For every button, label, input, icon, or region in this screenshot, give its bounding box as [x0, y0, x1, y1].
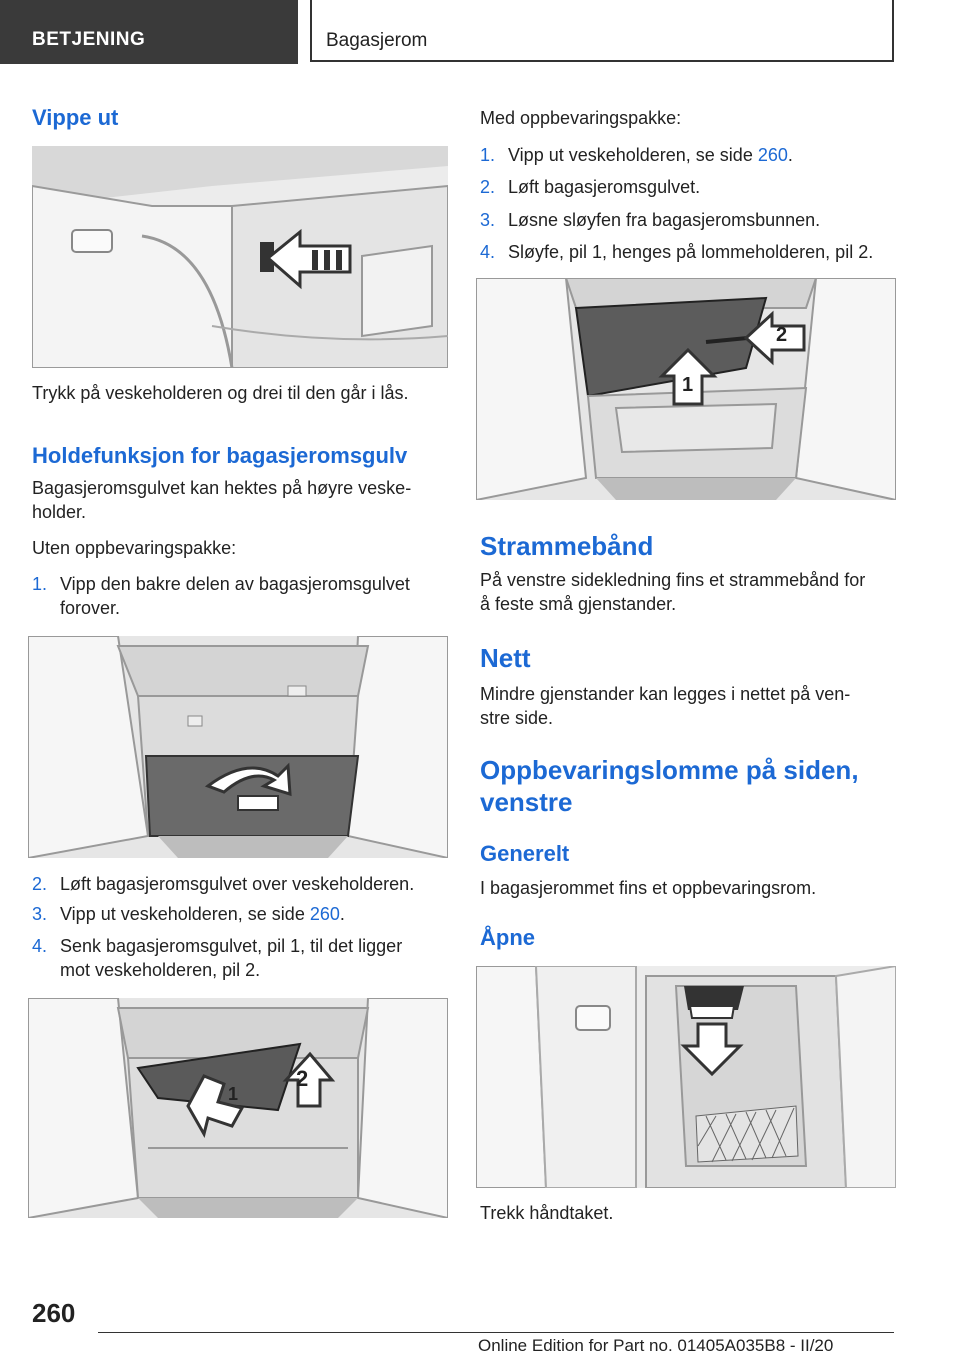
edition-note: Online Edition for Part no. 01405A035B8 - II/20	[478, 1336, 834, 1355]
heading-strammebaand: Strammebånd	[480, 531, 654, 561]
step-text-tail: .	[339, 904, 345, 924]
stramme-text-line2: å feste små gjenstander.	[480, 594, 677, 614]
photo-floor-tilt	[28, 636, 448, 858]
photo-latch-rotate	[32, 146, 448, 368]
step-number: 4.	[480, 242, 496, 262]
generelt-text: I bagasjerommet fins et oppbevaringsrom.	[480, 878, 817, 898]
holde-text-line2: holder.	[32, 502, 87, 522]
step-text: Vipp ut veskeholderen, se side	[508, 145, 758, 165]
heading-oppbevaringslomme-line1: Oppbevaringslomme på siden,	[480, 755, 859, 785]
step-number: 3.	[480, 210, 496, 230]
photo-side-compartment	[476, 966, 896, 1188]
step-text: Senk bagasjeromsgulvet, pil 1, til det ligger	[60, 936, 403, 956]
list-item	[480, 175, 896, 199]
chapter-header	[310, 0, 894, 62]
holde-text-line1: Bagasjeromsgulvet kan hektes på høyre veske-	[32, 478, 412, 498]
photo-pocket-holder	[476, 278, 896, 500]
step-number: 4.	[32, 936, 48, 956]
page-link[interactable]: 260	[757, 145, 788, 165]
photo-floor-lower	[28, 998, 448, 1218]
heading-aapne: Åpne	[480, 925, 535, 950]
step-number: 1.	[480, 145, 496, 165]
step-text: Løsne sløyfen fra bagasjeromsbunnen.	[508, 210, 821, 230]
page-number: 260	[32, 1298, 76, 1328]
list-item	[480, 208, 896, 232]
step-text: Sløyfe, pil 1, henges på lommeholderen, pil 2.	[508, 242, 874, 262]
list-item	[480, 240, 900, 264]
heading-nett: Nett	[480, 643, 531, 673]
step-text: Vipp ut veskeholderen, se side	[60, 904, 310, 924]
list-item	[32, 902, 448, 926]
stramme-text-line1: På venstre sidekledning fins et strammebånd for	[480, 570, 866, 590]
step-number: 2.	[32, 874, 48, 894]
step-number: 1.	[32, 574, 48, 594]
heading-generelt: Generelt	[480, 841, 570, 866]
step-text: Løft bagasjeromsgulvet over veskeholderen.	[60, 874, 415, 894]
section-label: BETJENING	[32, 29, 146, 50]
section-tab	[0, 0, 298, 64]
arrow-label-2: 2	[296, 1066, 309, 1091]
vippe-instruction: Trykk på veskeholderen og drei til den går i lås.	[32, 383, 409, 403]
nett-text-line2: stre side.	[480, 708, 554, 728]
step-text: Vipp den bakre delen av bagasjeromsgulvet	[60, 574, 410, 594]
heading-vippe-ut: Vippe ut	[32, 105, 119, 130]
list-item	[32, 572, 448, 620]
step-number: 3.	[32, 904, 48, 924]
step-number: 2.	[480, 177, 496, 197]
uten-label: Uten oppbevaringspakke:	[32, 538, 237, 558]
step-text-cont: mot veskeholderen, pil 2.	[60, 960, 261, 980]
step-text-cont: forover.	[60, 598, 121, 618]
apne-instruction: Trekk håndtaket.	[480, 1203, 614, 1223]
step-text: Løft bagasjeromsgulvet.	[508, 177, 701, 197]
footer-divider	[98, 1332, 894, 1333]
heading-holdefunksjon: Holdefunksjon for bagasjeromsgulv	[32, 443, 408, 468]
heading-oppbevaringslomme-line2: venstre	[480, 787, 573, 817]
nett-text-line1: Mindre gjenstander kan legges i nettet på ven-	[480, 684, 851, 704]
arrow-label-1: 1	[228, 1084, 239, 1104]
page-link[interactable]: 260	[309, 904, 340, 924]
list-item	[32, 872, 448, 896]
chapter-title: Bagasjerom	[326, 30, 428, 51]
arrow-label-2: 2	[776, 324, 788, 346]
list-item	[32, 934, 448, 982]
list-item	[480, 143, 896, 167]
arrow-label-1: 1	[682, 374, 694, 396]
step-text-tail: .	[787, 145, 793, 165]
med-label: Med oppbevaringspakke:	[480, 108, 682, 128]
